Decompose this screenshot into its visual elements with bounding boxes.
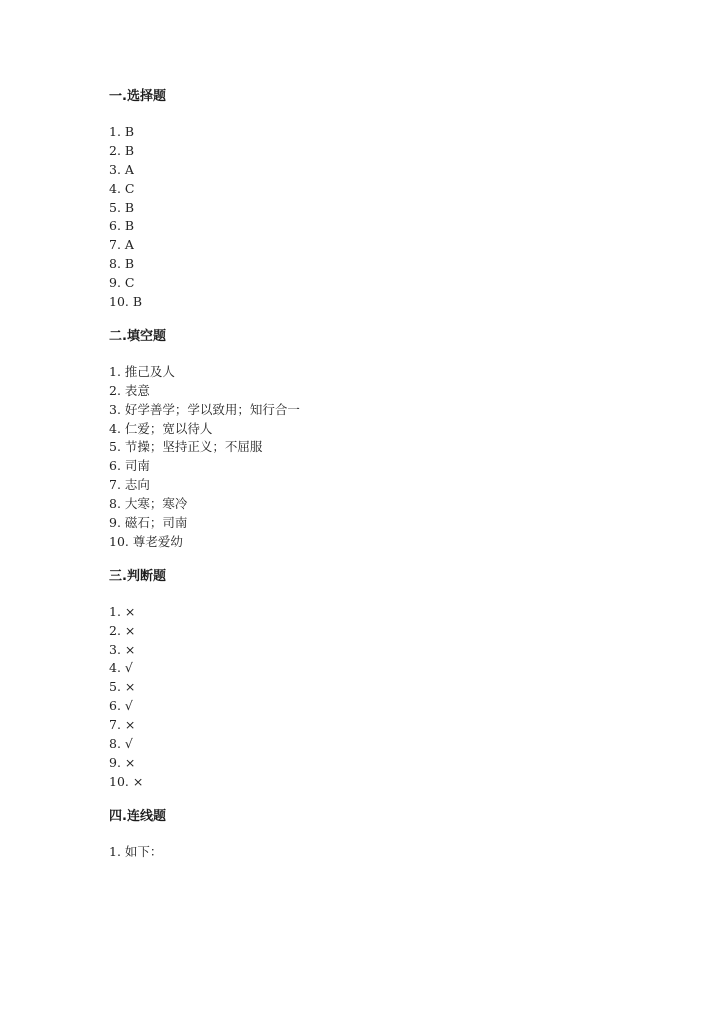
answer-item: 7. × [109, 717, 136, 733]
section-multiple-choice [109, 88, 669, 312]
answer-item: 7. 志向 [109, 477, 150, 493]
answer-item: 9. 磁石；司南 [109, 515, 188, 531]
answer-item: 6. √ [109, 698, 133, 714]
answer-list [109, 123, 669, 312]
answer-item: 10. B [109, 294, 143, 310]
section-title: 三.判断题 [109, 568, 166, 584]
section-title: 四.连线题 [109, 808, 166, 824]
section-title: 二.填空题 [109, 328, 166, 344]
answer-item: 2. × [109, 622, 136, 638]
section-matching [109, 808, 669, 862]
answer-item: 6. 司南 [109, 458, 150, 474]
answer-item: 8. 大寒；寒冷 [109, 496, 188, 512]
answer-item: 5. × [109, 679, 136, 695]
answer-item: 2. 表意 [109, 382, 150, 398]
answer-item: 4. 仁爱；宽以待人 [109, 420, 213, 436]
answer-sheet [109, 88, 669, 862]
answer-item: 3. A [109, 161, 134, 177]
answer-item: 9. C [109, 275, 135, 291]
answer-item: 3. 好学善学；学以致用；知行合一 [109, 401, 300, 417]
answer-list [109, 363, 669, 552]
answer-item: 5. B [109, 199, 135, 215]
answer-item: 5. 节操；坚持正义；不屈服 [109, 439, 263, 455]
answer-item: 1. B [109, 124, 135, 139]
answer-list [109, 603, 669, 792]
answer-item: 1. × [109, 603, 136, 619]
answer-item: 6. B [109, 218, 135, 234]
answer-item: 10. × [109, 773, 144, 789]
answer-item: 4. C [109, 180, 135, 196]
answer-item: 1. 推己及人 [109, 363, 175, 379]
section-title: 一.选择题 [109, 89, 166, 104]
answer-item: 8. B [109, 256, 135, 272]
section-true-false [109, 568, 669, 792]
section-fill-in-blank [109, 328, 669, 552]
answer-item: 1. 如下： [109, 843, 163, 859]
answer-item: 4. √ [109, 660, 133, 676]
answer-item: 2. B [109, 142, 135, 158]
answer-item: 8. √ [109, 736, 133, 752]
answer-item: 9. × [109, 754, 136, 770]
answer-item: 10. 尊老爱幼 [109, 533, 183, 549]
answer-item: 7. A [109, 237, 134, 253]
answer-list [109, 843, 669, 862]
answer-item: 3. × [109, 641, 136, 657]
